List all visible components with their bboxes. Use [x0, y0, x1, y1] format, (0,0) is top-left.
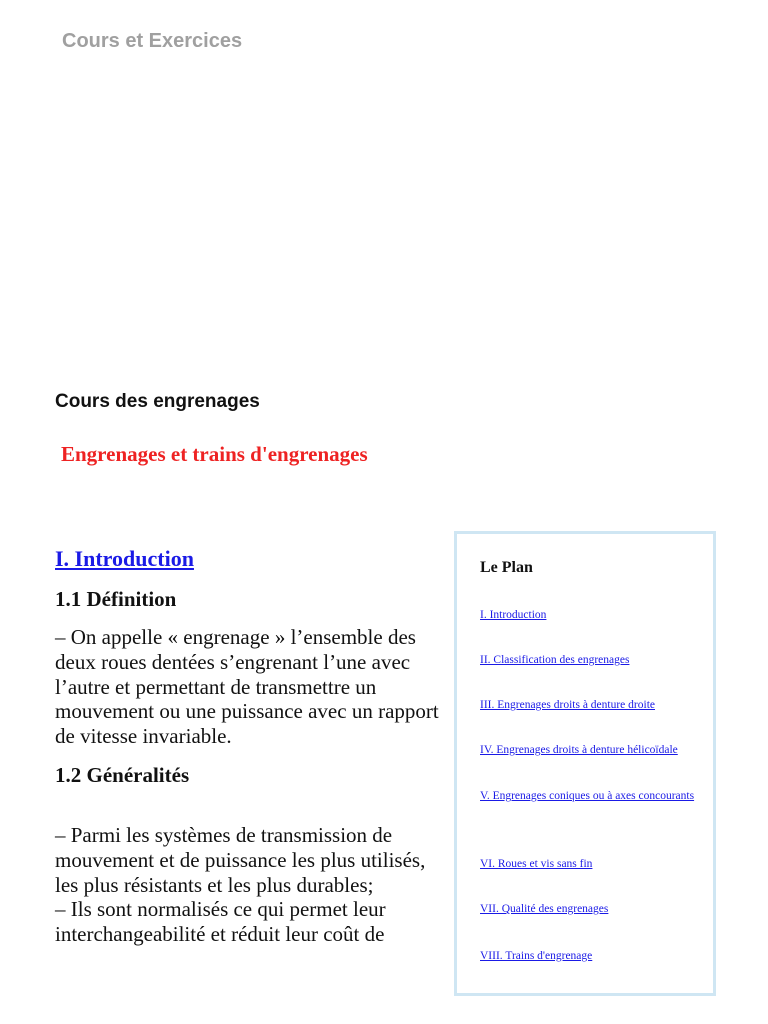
plan-box	[454, 531, 716, 996]
plan-item-denture-droite[interactable]: III. Engrenages droits à denture droite	[480, 699, 655, 711]
subheading-definition: 1.1 Définition	[55, 587, 177, 611]
subheading-generalites: 1.2 Généralités	[55, 762, 190, 787]
plan-item-introduction[interactable]: I. Introduction	[480, 609, 547, 621]
paragraph-definition: – On appelle « engrenage » l’ensemble des deux roues dentées s’engrenant l’une avec l’autre et permettant de transmettre un mouvement ou une puissance avec un rapport de vitesse invariable.	[55, 625, 439, 749]
plan-item-denture-helicoidale[interactable]: IV. Engrenages droits à denture hélicoïdale	[480, 744, 678, 756]
plan-item-coniques[interactable]: V. Engrenages coniques ou à axes concourants	[480, 790, 695, 802]
plan-item-qualite[interactable]: VII. Qualité des engrenages	[480, 903, 609, 915]
section-link-introduction[interactable]: I. Introduction	[55, 546, 194, 571]
plan-item-roues-vis[interactable]: VI. Roues et vis sans fin	[480, 858, 593, 870]
plan-item-classification[interactable]: II. Classification des engrenages	[480, 654, 630, 666]
page-title: Cours des engrenages	[55, 391, 260, 412]
article-subtitle: Engrenages et trains d'engrenages	[61, 442, 368, 466]
article-content	[55, 545, 440, 947]
site-title[interactable]: Cours et Exercices	[62, 30, 243, 52]
plan-item-trains[interactable]: VIII. Trains d'engrenage	[480, 950, 593, 962]
plan-title: Le Plan	[480, 559, 533, 576]
paragraph-generalites: – Parmi les systèmes de transmission de mouvement et de puissance les plus utilisés, les plus résistants et les plus durables; – Ils sont normalisés ce qui permet leur interchangeabilité et réduit leur coût de	[55, 822, 426, 947]
